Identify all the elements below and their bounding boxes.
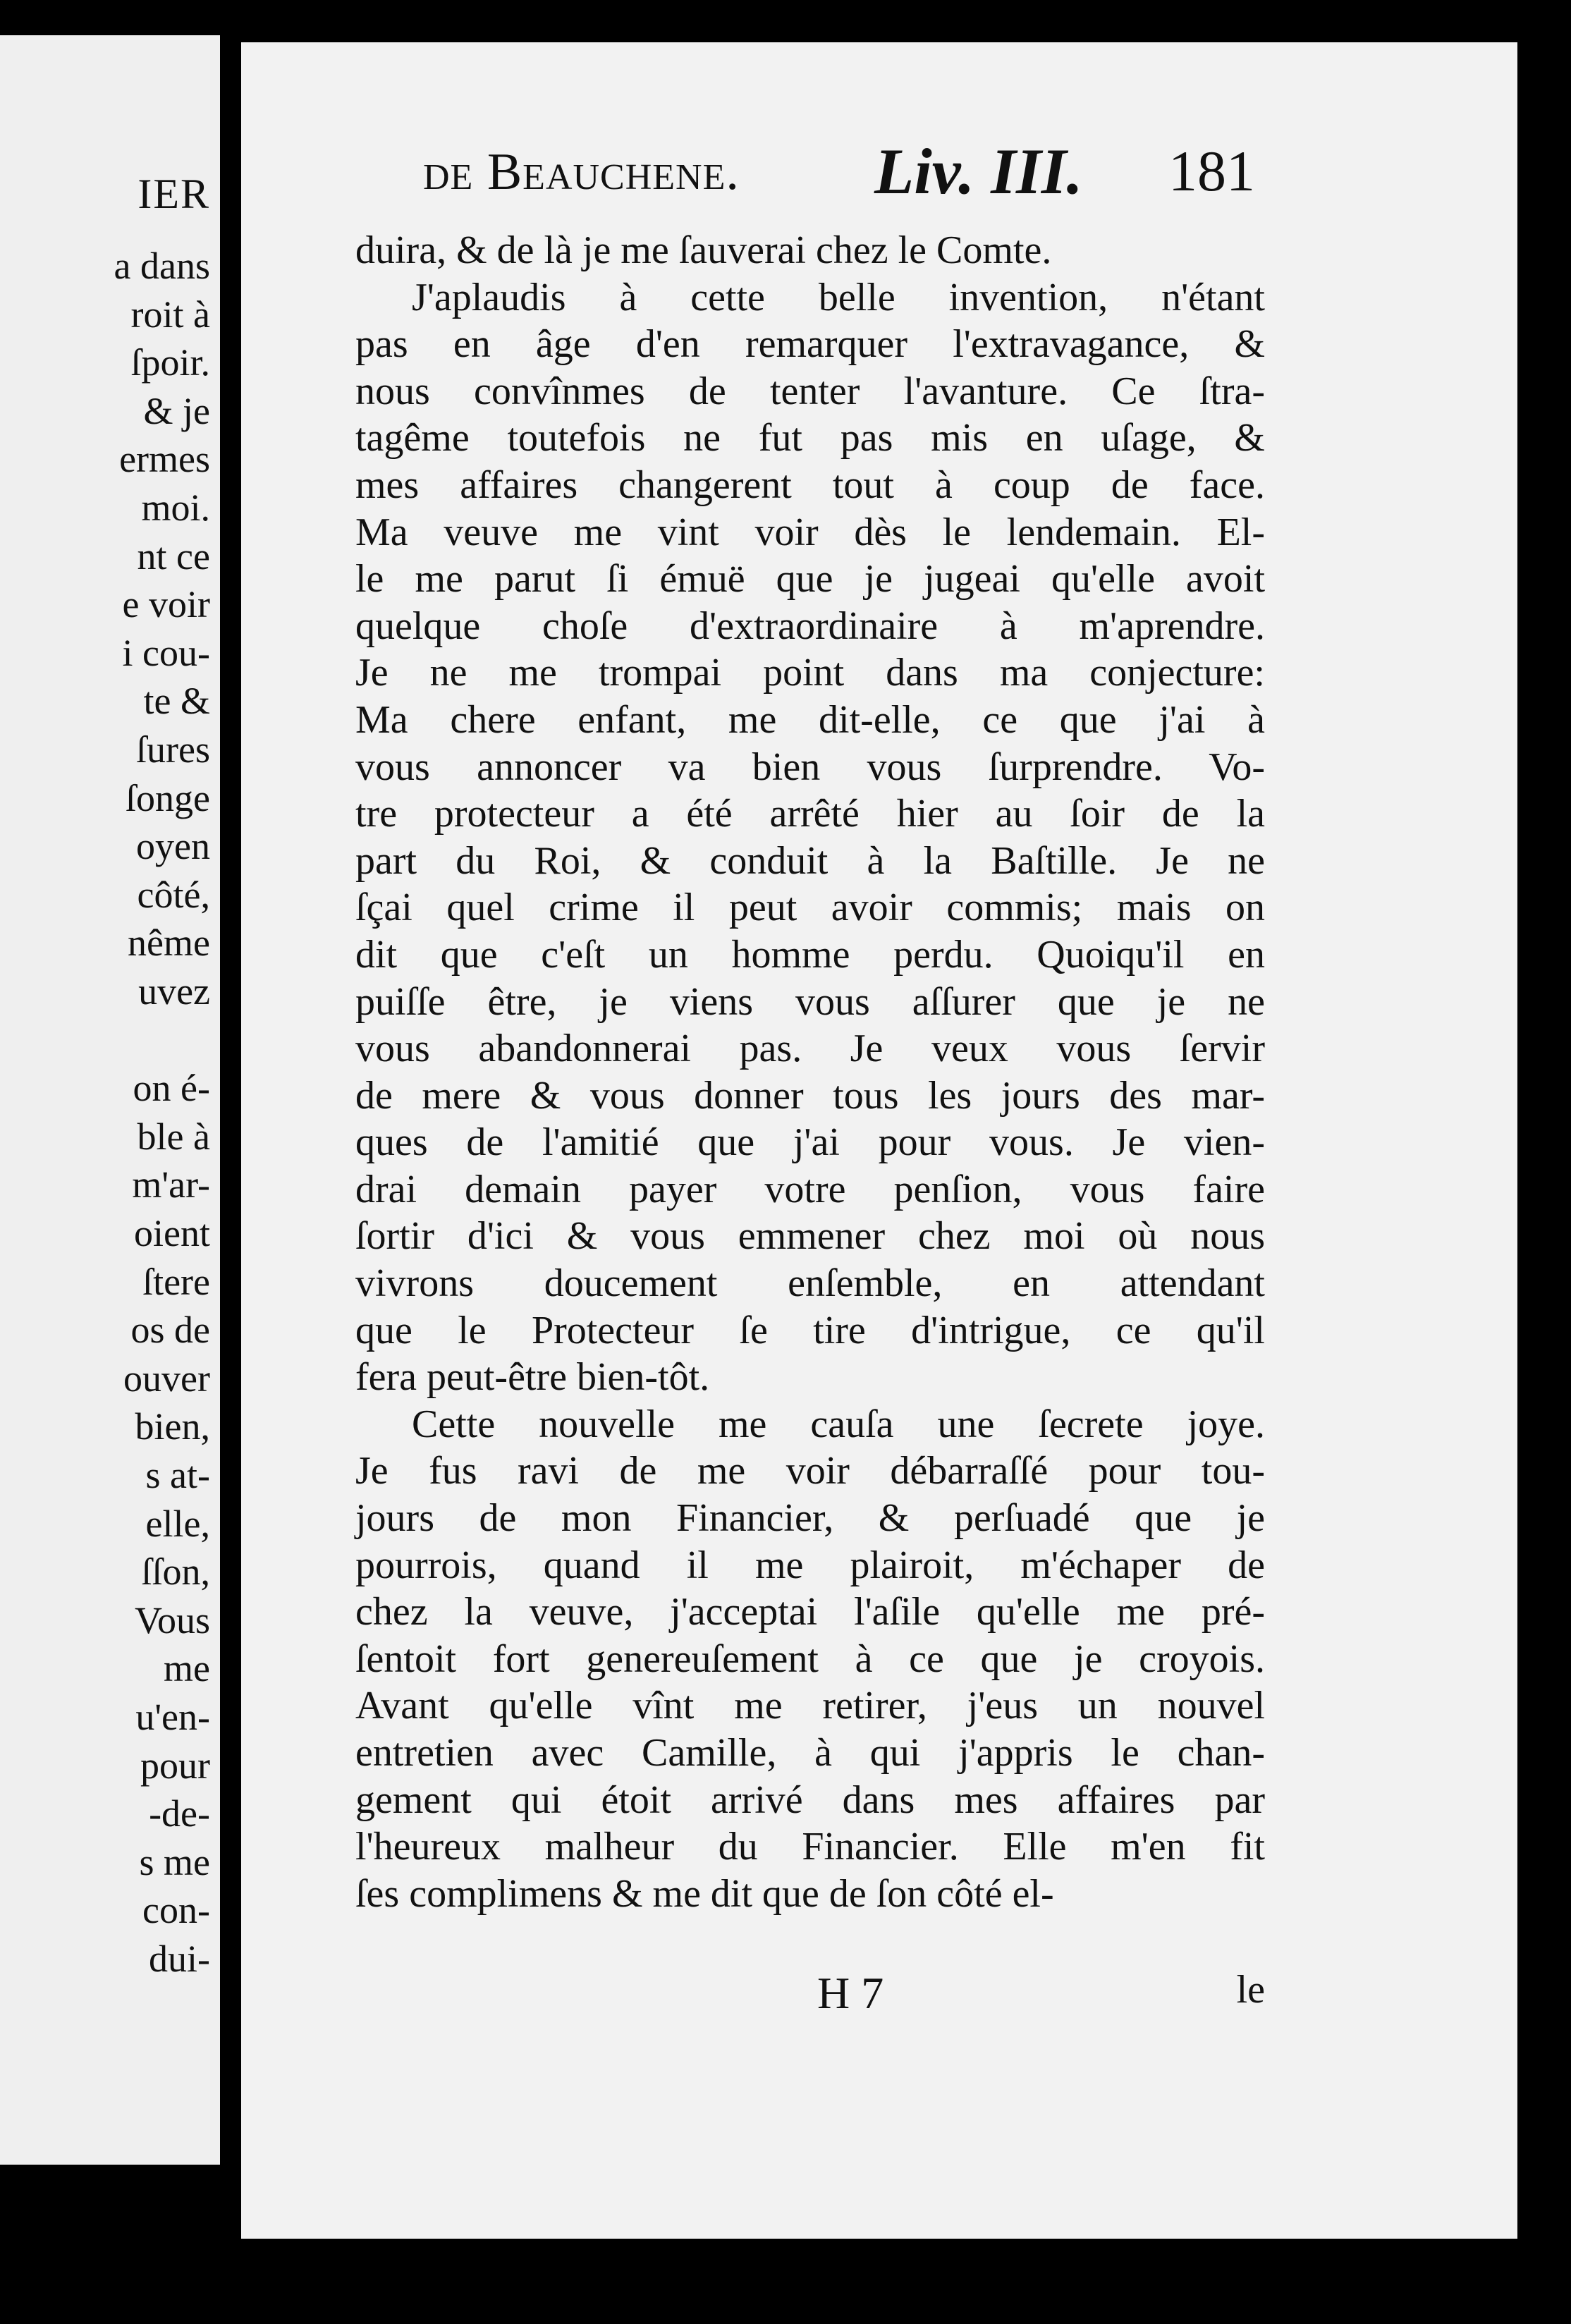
facing-page-fragment: on é- [133,1067,210,1110]
facing-page-fragment: i cou- [122,631,210,674]
text-line: duira, & de là je me ſauverai chez le Comte. [355,228,1052,272]
facing-page-fragment: ſſon, [141,1551,210,1594]
book-reference: Liv. III. [874,135,1083,207]
facing-page-fragment: ſonge [126,776,210,819]
facing-page-fragment: -de- [149,1792,210,1835]
text-line: de mere & vous donner tous les jours des mar- [355,1073,1265,1118]
facing-page-fragment: e voir [122,583,210,626]
text-line: entretien avec Camille, à qui j'appris le chan- [355,1731,1265,1775]
facing-page-left [0,35,220,2165]
facing-page-fragment: oyen [136,825,210,868]
text-line: part du Roi, & conduit à la Baſtille. Je ne [355,838,1265,883]
facing-page-fragment: ble à [137,1115,210,1158]
text-line: que le Protecteur ſe tire d'intrigue, ce qu'il [355,1308,1265,1352]
scan-border [1517,0,1571,2324]
text-line: vous annoncer va bien vous ſurprendre. Vo- [355,745,1265,789]
facing-page-fragment: nt ce [137,534,210,577]
facing-page-fragment: te & [143,680,210,723]
facing-page-fragment: s at- [145,1454,210,1496]
text-line: Ma veuve me vint voir dès le lendemain. El- [355,510,1265,554]
text-line: puiſſe être, je viens vous aſſurer que je ne [355,979,1265,1024]
text-line: tre protecteur a été arrêté hier au ſoir de la [355,792,1265,836]
text-line: jours de mon Financier, & perſuadé que je [355,1496,1265,1541]
facing-page-fragment: moi. [141,487,210,529]
facing-page-fragment: uvez [138,970,210,1013]
facing-page-fragment: os de [130,1309,210,1352]
facing-page-fragment: bien, [135,1405,210,1448]
text-line: tagême toutefois ne fut pas mis en uſage, & [355,416,1265,460]
text-line: ſentoit fort genereuſement à ce que je croyois. [355,1637,1265,1681]
facing-page-fragment: IER [137,171,210,217]
facing-page-fragment: u'en- [135,1696,210,1738]
running-head: de Beauchene. [423,143,740,201]
text-line: ques de l'amitié que j'ai pour vous. Je vien- [355,1120,1265,1165]
text-line: Je ne me trompai point dans ma conjecture: [355,651,1265,695]
book-gutter [220,0,241,2324]
catchword: le [1236,1968,1265,2012]
text-line: ſes complimens & me dit que de ſon côté el- [355,1871,1054,1916]
text-line: quelque choſe d'extraordinaire à m'aprendre. [355,604,1265,648]
text-line: pourrois, quand il me plairoit, m'échaper de [355,1543,1265,1587]
facing-page-fragment: ſtere [142,1260,210,1303]
facing-page-fragment: ſpoir. [130,341,210,384]
text-line: l'heureux malheur du Financier. Elle m'en fit [355,1825,1265,1869]
text-line: ſçai quel crime il peut avoir commis; mais on [355,886,1265,930]
text-line: Cette nouvelle me cauſa une ſecrete joye. [412,1402,1265,1446]
facing-page-fragment: s me [139,1840,210,1883]
text-line: mes affaires changerent tout à coup de face. [355,463,1265,507]
facing-page-fragment: ſures [136,728,210,771]
facing-page-fragment: ouver [123,1357,210,1400]
text-line: vous abandonnerai pas. Je veux vous ſervir [355,1027,1265,1071]
page-header [423,134,1255,212]
facing-page-fragment: nême [128,922,210,965]
facing-page-fragment: elle, [145,1502,210,1545]
facing-page-fragment: ermes [119,438,210,481]
facing-page-fragment: & je [143,389,210,432]
facing-page-fragment: roit à [130,293,210,336]
text-line: dit que c'eſt un homme perdu. Quoiqu'il en [355,932,1265,977]
facing-page-fragment: Vous [134,1598,210,1641]
text-line: Ma chere enfant, me dit-elle, ce que j'ai à [355,697,1265,742]
page-footer [355,1967,1265,2031]
facing-page-fragment: pour [140,1744,210,1787]
text-line: ſortir d'ici & vous emmener chez moi où nous [355,1214,1265,1259]
text-line: Je fus ravi de me voir débarraſſé pour tou- [355,1449,1265,1493]
facing-page-fragment: dui- [149,1938,210,1980]
facing-page-fragment: a dans [114,245,210,287]
page-number: 181 [1168,139,1255,203]
text-line: drai demain payer votre penſion, vous faire [355,1167,1265,1211]
facing-page-fragment: oient [134,1212,210,1254]
facing-page-fragment: me [164,1647,210,1690]
text-line: fera peut-être bien-tôt. [355,1355,710,1400]
body-text [355,227,1265,1917]
facing-page-fragment: côté, [137,873,210,916]
facing-page-fragment: con- [142,1889,210,1932]
text-line: chez la veuve, j'acceptai l'aſile qu'elle me pré- [355,1590,1265,1634]
text-line: gement qui étoit arrivé dans mes affaires par [355,1778,1265,1822]
text-line: le me parut ſi émuë que je jugeai qu'elle avoit [355,557,1265,601]
text-line: J'aplaudis à cette belle invention, n'étant [412,275,1265,319]
signature-mark: H 7 [817,1968,884,2018]
text-line: vivrons doucement enſemble, en attendant [355,1261,1265,1306]
text-line: Avant qu'elle vînt me retirer, j'eus un nouvel [355,1684,1265,1728]
facing-page-fragment: m'ar- [132,1163,210,1206]
text-line: pas en âge d'en remarquer l'extravagance, & [355,322,1265,367]
text-line: nous convînmes de tenter l'avanture. Ce ſtra- [355,369,1265,413]
